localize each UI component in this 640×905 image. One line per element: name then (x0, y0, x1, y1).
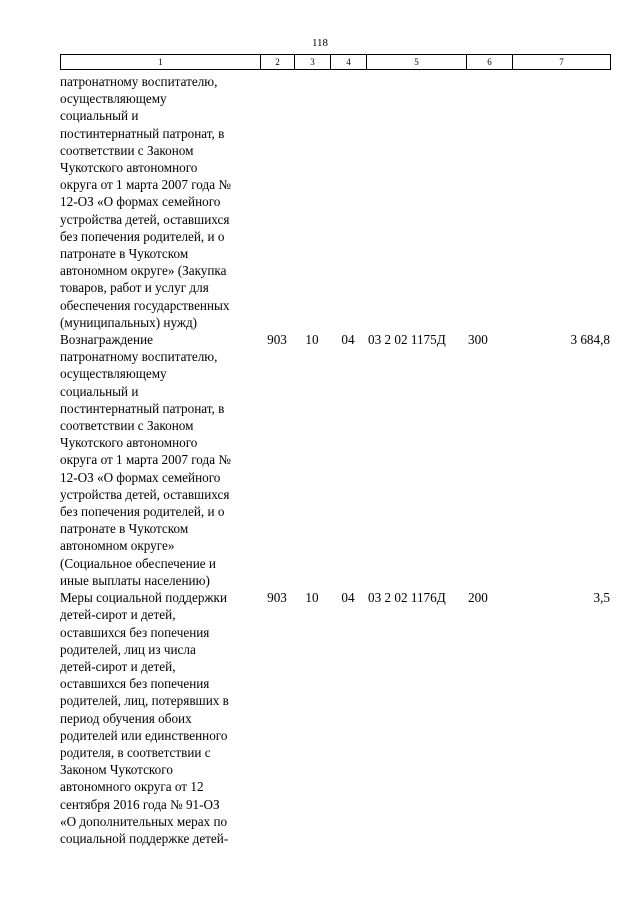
header-row (61, 55, 611, 70)
row-expense-type: 300 (468, 332, 488, 348)
row-subsection: 04 (341, 590, 355, 606)
row-subsection: 04 (341, 332, 355, 348)
table-row (60, 589, 610, 847)
row-target (366, 73, 468, 331)
row-ministry (260, 73, 294, 331)
row-amount: 3 684,8 (570, 332, 610, 348)
header-col-3: 3 (295, 55, 331, 70)
row-ministry: 903 (267, 332, 287, 348)
header-col-6: 6 (467, 55, 513, 70)
budget-rows (60, 73, 610, 847)
row-target: 03 2 02 1176Д (368, 590, 446, 606)
header-col-1: 1 (61, 55, 261, 70)
page-number: 118 (311, 37, 329, 49)
row-expense-type: 200 (468, 590, 488, 606)
row-amount (514, 73, 610, 331)
header-col-4: 4 (331, 55, 367, 70)
header-col-2: 2 (261, 55, 295, 70)
table-row (60, 73, 610, 331)
row-amount: 3,5 (593, 590, 610, 606)
row-name: патронатному воспитателю, осуществляющему социальный и постинтернатный патронат, в соответствии с Законом Чукотского автономного округа от 1 марта 2007 года № 12-ОЗ «О формах семейного устройства детей, оставшихся без попечения родителей, и о патронате в Чукотском автономном округе» (Закупка товаров, работ и услуг для обеспечения государственных (муниципальных) нужд) (60, 74, 231, 330)
column-number-header (60, 54, 611, 70)
row-target: 03 2 02 1175Д (368, 332, 446, 348)
row-subsection (330, 73, 366, 331)
table-row (60, 331, 610, 589)
row-name: Вознаграждение патронатному воспитателю, осуществляющему социальный и постинтернатный патронат, в соответствии с Законом Чукотского автономного округа от 1 марта 2007 года № 12-ОЗ «О формах семейного устройства детей, оставшихся без попечения родителей, и о патронате в Чукотском автономном округе» (Социальное обеспечение и иные выплаты населению) (60, 332, 231, 588)
header-col-5: 5 (367, 55, 467, 70)
row-expense-type (468, 73, 514, 331)
row-name: Меры социальной поддержки детей-сирот и детей, оставшихся без попечения родителей, лиц из числа детей-сирот и детей, оставшихся без попечения родителей, лиц, потерявших в период обучения обоих родителей или единственного родителя, в соответствии с Законом Чукотского автономного округа от 12 сентября 2016 года № 91-ОЗ «О дополнительных мерах по социальной поддержке детей- (60, 590, 229, 846)
row-section: 10 (305, 590, 319, 606)
row-section: 10 (305, 332, 319, 348)
header-col-7: 7 (513, 55, 611, 70)
row-section (294, 73, 330, 331)
row-ministry: 903 (267, 590, 287, 606)
